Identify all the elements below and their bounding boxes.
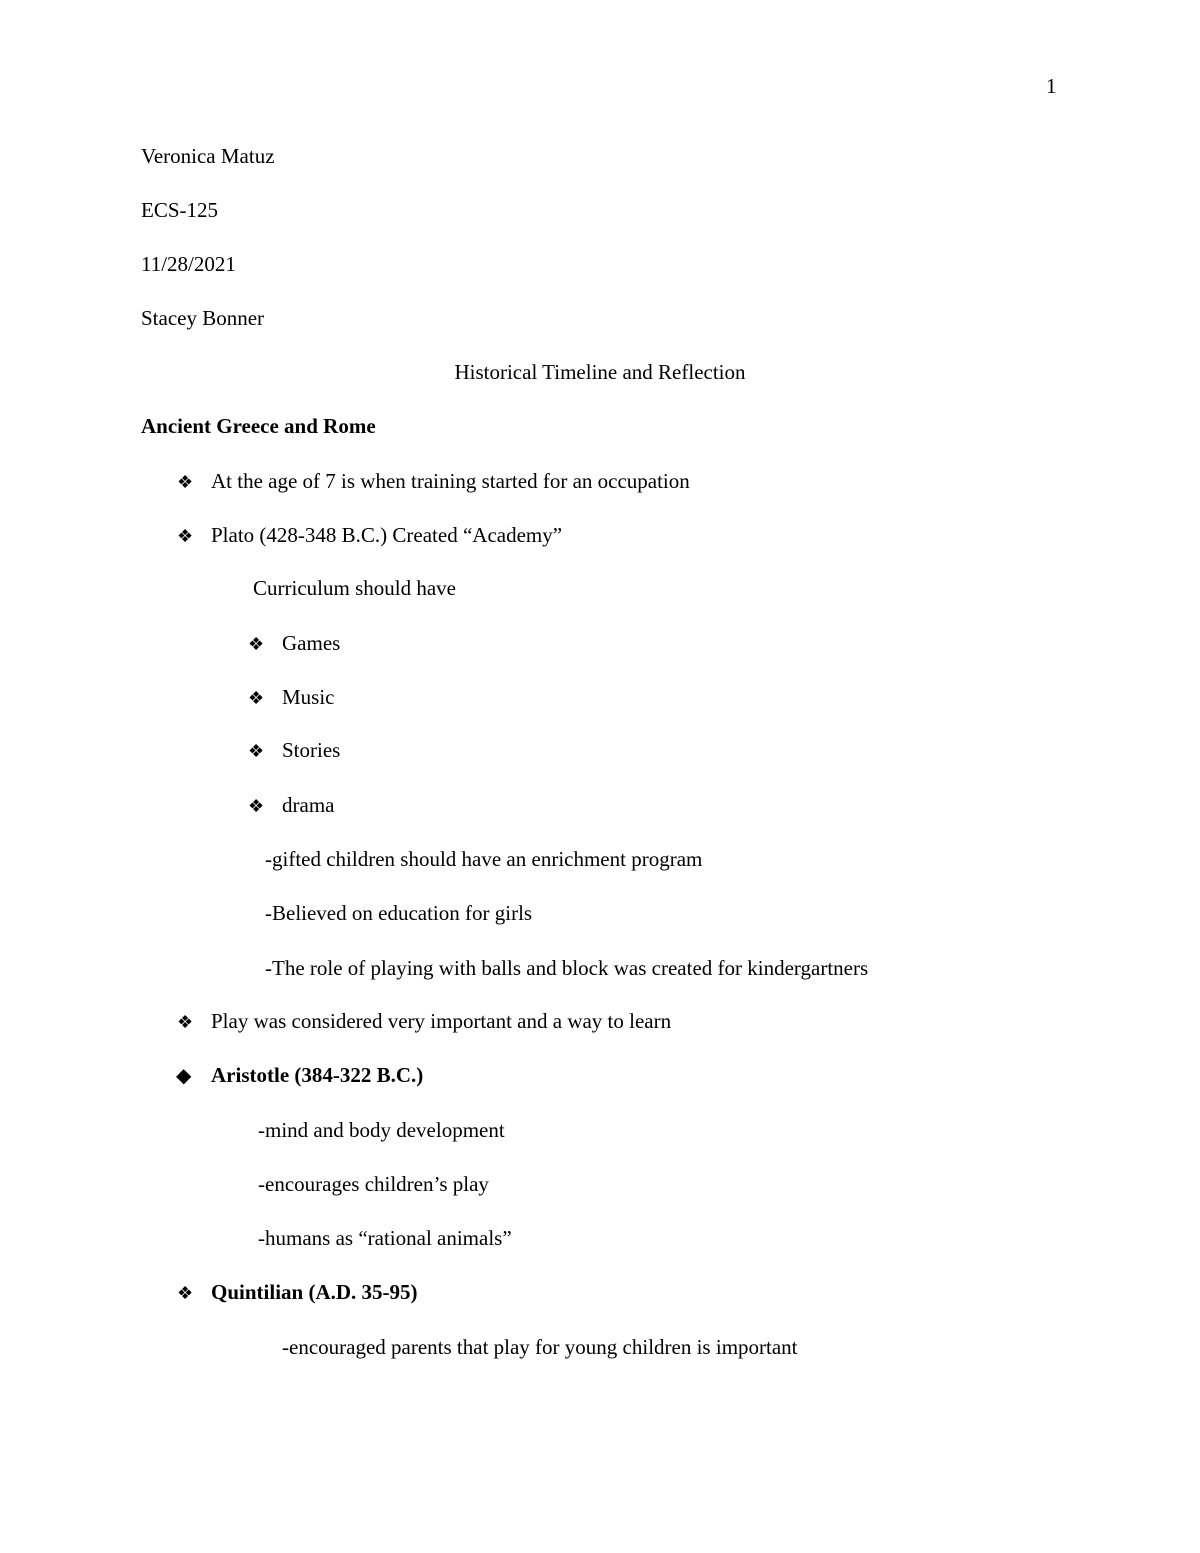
curriculum-item: Games: [282, 631, 341, 655]
aristotle-note: -mind and body development: [258, 1118, 505, 1142]
list-item-plato: Plato (428-348 B.C.) Created “Academy”: [211, 523, 563, 547]
curriculum-item: drama: [282, 793, 335, 817]
solid-diamond-bullet-icon: ◆: [176, 1065, 192, 1087]
list-item-aristotle: Aristotle (384-322 B.C.): [211, 1063, 424, 1087]
author-name: Veronica Matuz: [141, 144, 275, 168]
document-title: Historical Timeline and Reflection: [454, 360, 746, 384]
aristotle-note: -humans as “rational animals”: [258, 1226, 512, 1250]
page-number: 1: [1046, 74, 1057, 98]
plato-note: -The role of playing with balls and block was created for kindergartners: [265, 956, 869, 980]
list-item-training-age: At the age of 7 is when training started for an occupation: [211, 469, 690, 493]
diamond-bullet-icon: ❖: [248, 741, 265, 761]
section-heading: Ancient Greece and Rome: [141, 414, 376, 438]
aristotle-note: -encourages children’s play: [258, 1172, 489, 1196]
diamond-bullet-icon: ❖: [177, 526, 194, 546]
diamond-bullet-icon: ❖: [177, 472, 194, 492]
curriculum-item: Music: [282, 685, 335, 709]
quintilian-note: -encouraged parents that play for young children is important: [282, 1335, 798, 1359]
diamond-bullet-icon: ❖: [177, 1012, 194, 1032]
plato-note: -gifted children should have an enrichment program: [265, 847, 703, 871]
diamond-bullet-icon: ❖: [248, 688, 265, 708]
diamond-bullet-icon: ❖: [248, 796, 265, 816]
list-item-play: Play was considered very important and a way to learn: [211, 1009, 672, 1033]
diamond-bullet-icon: ❖: [177, 1283, 194, 1303]
instructor-name: Stacey Bonner: [141, 306, 265, 330]
course-code: ECS-125: [141, 198, 219, 222]
curriculum-item: Stories: [282, 738, 341, 762]
diamond-bullet-icon: ❖: [248, 634, 265, 654]
document-date: 11/28/2021: [141, 252, 236, 276]
list-item-quintilian: Quintilian (A.D. 35-95): [211, 1280, 418, 1304]
plato-note: -Believed on education for girls: [265, 901, 533, 925]
curriculum-intro: Curriculum should have: [253, 576, 456, 600]
